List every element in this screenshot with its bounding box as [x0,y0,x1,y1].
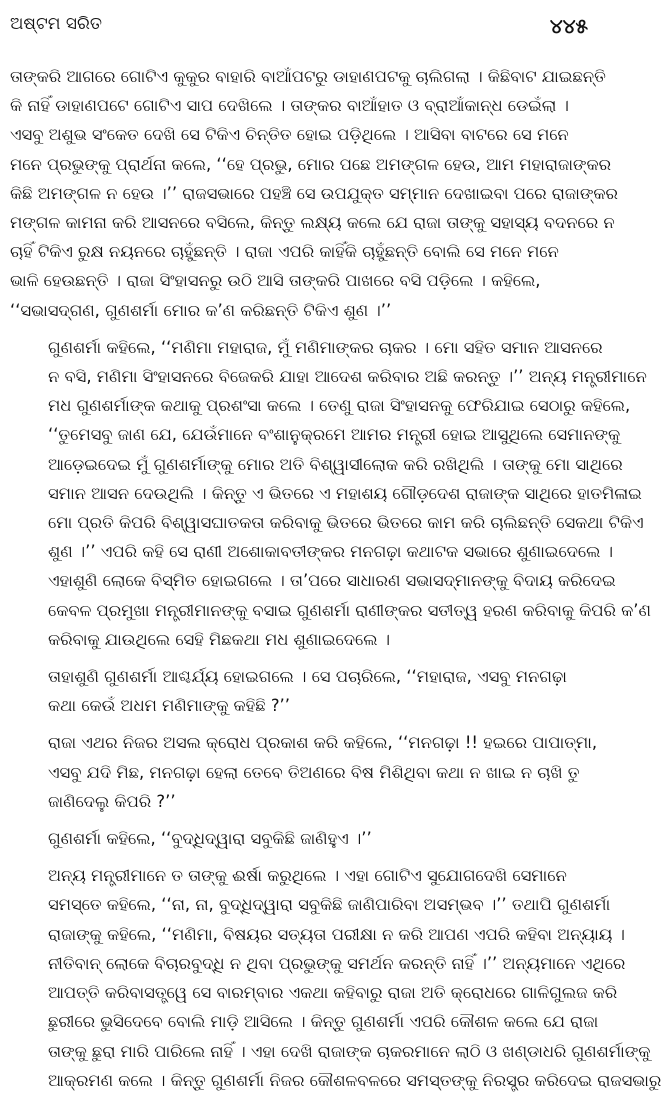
text-line: ନୀତିବାନ୍ ଲୋକେ ବିଚାରବୁଦ୍ଧି ନ ଥିବା ପ୍ରଭୁଙ୍କୁ ସମର୍ଥନ କରନ୍ତି ନାହିଁ ।’’ ଅନ୍ୟମାନେ ଏଥିରେ [48,953,626,973]
text-line: ଆକ୍ରମଣ କଲେ । କିନ୍ତୁ ଗୁଣଶର୍ମା ନିଜର କୌଶଳବଳରେ ସମସ୍ତଙ୍କୁ ନିରସ୍ତ୍ର କରିଦେଇ ରାଜସଭାରୁ [48,1070,661,1090]
text-line: ନ ବସି, ମଣିମା ସିଂହାସନରେ ବିଜେକରି ଯାହା ଆଦେଶ କରିବାର ଅଛି କରନ୍ତୁ ।’’ ଅନ୍ୟ ମନ୍ତ୍ରୀମାନେ [48,367,647,387]
paragraph [10,333,651,654]
text-line: ରାଜା ଏଥର ନିଜର ଅସଲ କ୍ରୋଧ ପ୍ରକାଶ କରି କହିଲେ, ‘‘ମନଗଢ଼ା !! ହଇରେ ପାପାତ୍ମା, [48,733,598,753]
text-line: ‘‘ତୁମେସବୁ ଜାଣ ଯେ, ଯେଉଁମାନେ ବଂଶାନୁକ୍ରମେ ଆମର ମନ୍ତ୍ରୀ ହୋଇ ଆସୁଥିଲେ ସେମାନଙ୍କୁ [48,425,621,445]
text-line: ସମସ୍ତେ କହିଲେ, ‘‘ନା, ନା, ବୁଦ୍ଧିଦ୍ୱାରା ସବୁକିଛି ଜାଣିପାରିବା ଅସମ୍ଭବ ।’’ ତଥାପି ଗୁଣଶର୍ମା [48,895,611,915]
text-line: ତାହାଶୁଣି ଗୁଣଶର୍ମା ଆଶ୍ଚର୍ଯ୍ୟ ହୋଇଗଲେ । ସେ ପଚାରିଲେ, ‘‘ମହାରାଜ, ଏସବୁ ମନଗଢ଼ା [48,667,567,687]
text-line: ମଧ ଗୁଣଶର୍ମାଙ୍କ କଥାକୁ ପ୍ରଶଂସା କଲେ । ତେଣୁ ରାଜା ସିଂହାସନକୁ ଫେରିଯାଇ ସେଠାରୁ କହିଲେ, [48,396,631,416]
text-line: ତାଙ୍କରି ଆଗରେ ଗୋଟିଏ କୁକୁର ବାହାରି ବାଆଁପଟରୁ ଡାହାଣପଟକୁ ଚାଲିଗଲା । କିଛିବାଟ ଯାଇଛନ୍ତି [10,67,606,86]
text-line: ଅନ୍ୟ ମନ୍ତ୍ରୀମାନେ ତ ତାଙ୍କୁ ଈର୍ଷା କରୁଥିଲେ । ଏହା ଗୋଟିଏ ସୁଯୋଗଦେଖି ସେମାନେ [48,866,567,886]
text-line: ଗୁଣଶର୍ମା କହିଲେ, ‘‘ବୁଦ୍ଧିଦ୍ୱାରା ସବୁକିଛି ଜାଣିହୁଏ ।’’ [48,829,372,849]
text-line: ଶୁଣ ।’’ ଏପରି କହି ସେ ରାଣୀ ଅଶୋକାବତୀଙ୍କର ମନଗଢ଼ା କଥାଟକ ସଭାରେ ଶୁଣାଇଦେଲେ । [48,542,613,562]
page-header [10,14,588,42]
text-line: ତାଙ୍କୁ ଛୁରା ମାରି ପାରିଲେ ନାହିଁ । ଏହା ଦେଖି ରାଜାଙ୍କ ଚାକରମାନେ ଲାଠି ଓ ଖଣ୍ଡାଧରି ଗୁଣଶର୍ମାଙ୍କୁ [48,1041,651,1061]
paragraph [10,62,618,325]
text-line: ଚାହିଁ ଟିକିଏ ରୁକ୍ଷ ନୟନରେ ଚାହୁଁଛନ୍ତି । ରାଜା ଏପରି କାହିଁକି ଚାହୁଁଛନ୍ତି ବୋଲି ସେ ମନେ ମନେ [10,242,559,262]
paragraph [10,824,588,853]
text-line: କରିବାକୁ ଯାଉଥିଲେ ସେହି ମିଛକଥା ମଧ ଶୁଣାଇଦେଲେ । [48,629,391,649]
text-line: କି ନାହିଁ ଡାହାଣପଟେ ଗୋଟିଏ ସାପ ଦେଖିଲେ । ତାଙ୍କର ବାଆଁହାତ ଓ ବ୍ରାଆଁକାନ୍ଧ ଡେଇଁଲା । [10,96,569,116]
text-line: ଆପତ୍ତି କରିବାସତ୍ତ୍ୱେ ସେ ବାରମ୍ବାର ଏକଥା କହିବାରୁ ରାଜା ଅତି କ୍ରୋଧରେ ଗାଳିଗୁଲଜ କରି [48,983,618,1003]
paragraph [10,861,661,1095]
text-line: ସମାନ ଆସନ ଦେଉଥିଲି । କିନ୍ତୁ ଏ ଭିତରେ ଏ ମହାଶୟ ଗୌଡ଼ଦେଶ ରାଜାଙ୍କ ସାଥିରେ ହାତମିଳାଇ [48,483,642,503]
text-line: ଗୁଣଶର୍ମା କହିଲେ, ‘‘ମଣିମା ମହାରାଜ, ମୁଁ ମଣିମାଙ୍କର ଚାକର । ମୋ ସହିତ ସମାନ ଆସନରେ [48,337,603,357]
text-line: କଥା କେଉଁ ଅଧମ ମଣିମାଙ୍କୁ କହିଛି ?’’ [48,696,290,716]
page-number: ୪୪୫ [549,14,588,38]
text-line: ରାଜାଙ୍କୁ କହିଲେ, ‘‘ମଣିମା, ବିଷୟର ସତ୍ୟତା ପରୀକ୍ଷା ନ କରି ଆପଣ ଏପରି କହିବା ଅନ୍ୟାୟ । [48,924,625,944]
text-line: ଛୁରୀରେ ଭୁସିଦେବେ ବୋଲି ମାଡ଼ି ଆସିଲେ । କିନ୍ତୁ ଗୁଣଶର୍ମା ଏପରି କୌଶଳ କଲେ ଯେ ରାଜା [48,1012,599,1032]
running-head: ଅଷ୍ଟମ ସରିତ [10,14,102,34]
text-line: ମୋ ପ୍ରତି କିପରି ବିଶ୍ୱାସଘାତକତା କରିବାକୁ ଭିତରେ ଭିତରେ କାମ କରି ଚାଲିଛନ୍ତି ସେକଥା ଟିକିଏ [48,513,644,533]
text-line: ଏସବୁ ଯଦି ମିଛ, ମନଗଢ଼ା ହେଲା ତେବେ ତିଅଣରେ ବିଷ ମିଶିଥିବା କଥା ନ ଖାଇ ନ ଚାଖି ତୁ [48,762,580,782]
text-line: ‘‘ସଭାସଦ୍‌ଗଣ, ଗୁଣଶର୍ମା ମୋର କ’ଣ କରିଛନ୍ତି ଟିକିଏ ଶୁଣ ।’’ [10,300,392,320]
text-line: ଜାଣିଦେଲୁ କିପରି ?’’ [48,791,176,811]
text-line: ମଙ୍ଗଳ କାମନା କରି ଆସନରେ ବସିଲେ, କିନ୍ତୁ ଲକ୍ଷ୍ୟ କଲେ ଯେ ରାଜା ତାଙ୍କୁ ସହାସ୍ୟ ବଦନରେ ନ [10,213,615,233]
paragraph [10,662,588,720]
paragraph [10,728,598,816]
text-line: କିଛି ଅମଙ୍ଗଳ ନ ହେଉ ।’’ ରାଜସଭାରେ ପହଞ୍ଚି ସେ ଉପଯୁକ୍ତ ସମ୍ମାନ ଦେଖାଇବା ପରେ ରାଜାଙ୍କର [10,183,618,203]
body-text [10,62,661,1103]
text-line: ଭାଳି ହେଉଛନ୍ତି । ରାଜା ସିଂହାସନରୁ ଉଠି ଆସି ତାଙ୍କରି ପାଖରେ ବସି ପଡ଼ିଲେ । କହିଲେ, [10,271,541,291]
text-line: ଆଡ଼େଇଦେଇ ମୁଁ ଗୁଣଶର୍ମାଙ୍କୁ ମୋର ଅତି ବିଶ୍ୱାସୀଲୋକ କରି ରଖିଥିଲି । ତାଙ୍କୁ ମୋ ସାଥିରେ [48,454,623,474]
text-line: ଏସବୁ ଅଶୁଭ ସଂକେତ ଦେଖି ସେ ଟିକିଏ ଚିନ୍ତିତ ହୋଇ ପଡ଼ିଥିଲେ । ଆସିବା ବାଟରେ ସେ ମନେ [10,125,569,145]
text-line: କେବଳ ପ୍ରମୁଖା ମନ୍ତ୍ରୀମାନଙ୍କୁ ବସାଇ ଗୁଣଶର୍ମା ରାଣୀଙ୍କର ସତୀତ୍ୱ ହରଣ କରିବାକୁ କିପରି କ’ଣ [48,600,651,620]
text-line: ଏହାଶୁଣି ଲୋକେ ବିସ୍ମିତ ହୋଇଗଲେ । ତା’ପରେ ସାଧାରଣ ସଭାସଦ୍‌ମାନଙ୍କୁ ବିଦାୟ କରିଦେଇ [48,571,616,591]
text-line: ମନେ ପ୍ରଭୁଙ୍କୁ ପ୍ରାର୍ଥନା କଲେ, ‘‘ହେ ପ୍ରଭୁ, ମୋର ପଛେ ଅମଙ୍ଗଳ ହେଉ, ଆମ ମହାରାଜାଙ୍କର [10,154,612,174]
